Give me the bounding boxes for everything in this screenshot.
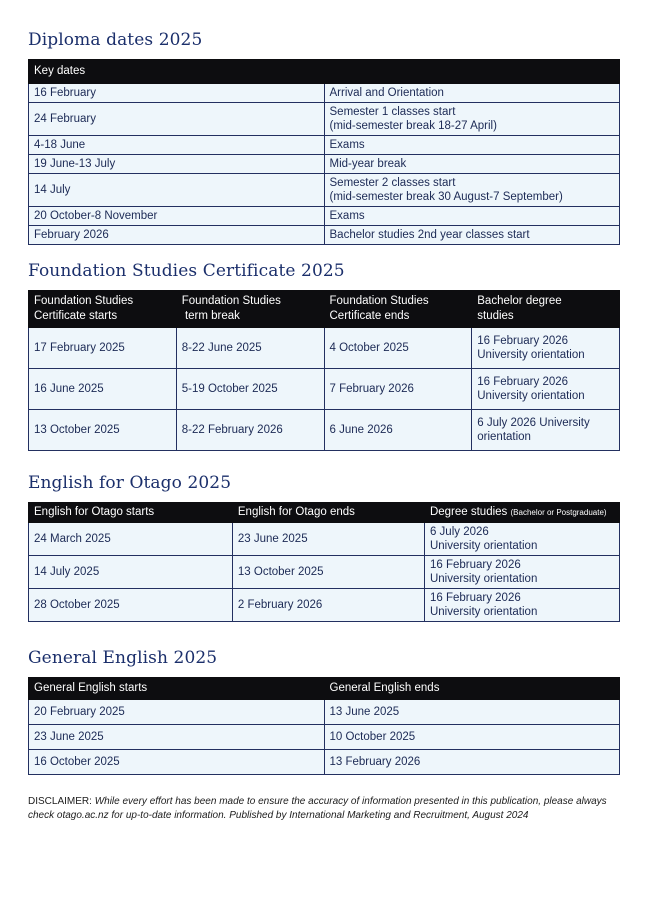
general-ends: 13 June 2025 — [324, 700, 620, 725]
english-ends: 2 February 2026 — [232, 589, 424, 622]
english-ends: 13 October 2025 — [232, 556, 424, 589]
diploma-section — [28, 30, 620, 245]
foundation-ends: 6 June 2026 — [324, 410, 472, 451]
foundation-break: 5-19 October 2025 — [176, 369, 324, 410]
english-starts: 28 October 2025 — [29, 589, 233, 622]
foundation-section — [28, 261, 620, 451]
foundation-header-degree: Bachelor degree studies — [472, 291, 620, 328]
english-header-starts: English for Otago starts — [29, 503, 233, 523]
diploma-date: February 2026 — [29, 226, 325, 245]
foundation-ends: 4 October 2025 — [324, 328, 472, 369]
general-header-starts: General English starts — [29, 678, 325, 700]
foundation-break: 8-22 February 2026 — [176, 410, 324, 451]
foundation-header-ends: Foundation Studies Certificate ends — [324, 291, 472, 328]
english-degree: 16 February 2026 University orientation — [424, 556, 619, 589]
table-row — [29, 84, 620, 103]
foundation-starts: 16 June 2025 — [29, 369, 177, 410]
diploma-date: 14 July — [29, 174, 325, 207]
diploma-event: Mid-year break — [324, 155, 620, 174]
foundation-break: 8-22 June 2025 — [176, 328, 324, 369]
english-degree: 6 July 2026 University orientation — [424, 523, 619, 556]
english-header-ends: English for Otago ends — [232, 503, 424, 523]
diploma-event: Exams — [324, 136, 620, 155]
diploma-event: Semester 1 classes start (mid-semester break 18-27 April) — [324, 103, 620, 136]
foundation-title: Foundation Studies Certificate 2025 — [28, 261, 345, 281]
disclaimer — [28, 795, 628, 823]
table-row — [29, 328, 620, 369]
general-starts: 16 October 2025 — [29, 750, 325, 775]
general-ends: 13 February 2026 — [324, 750, 620, 775]
diploma-date: 19 June-13 July — [29, 155, 325, 174]
english-header-degree: Degree studies (Bachelor or Postgraduate) — [424, 503, 619, 523]
general-starts: 23 June 2025 — [29, 725, 325, 750]
diploma-event: Exams — [324, 207, 620, 226]
general-section — [28, 648, 620, 775]
diploma-title: Diploma dates 2025 — [28, 30, 203, 50]
table-row — [29, 369, 620, 410]
general-table — [28, 677, 620, 775]
table-row — [29, 700, 620, 725]
foundation-header-starts: Foundation Studies Certificate starts — [29, 291, 177, 328]
table-row — [29, 174, 620, 207]
english-starts: 24 March 2025 — [29, 523, 233, 556]
table-row — [29, 556, 620, 589]
table-row — [29, 725, 620, 750]
diploma-date: 16 February — [29, 84, 325, 103]
english-degree: 16 February 2026 University orientation — [424, 589, 619, 622]
foundation-header-break: Foundation Studies term break — [176, 291, 324, 328]
english-ends: 23 June 2025 — [232, 523, 424, 556]
foundation-ends: 7 February 2026 — [324, 369, 472, 410]
diploma-table — [28, 59, 620, 245]
diploma-date: 4-18 June — [29, 136, 325, 155]
foundation-degree: 16 February 2026 University orientation — [472, 369, 620, 410]
table-row — [29, 155, 620, 174]
foundation-starts: 17 February 2025 — [29, 328, 177, 369]
diploma-event: Arrival and Orientation — [324, 84, 620, 103]
table-row — [29, 207, 620, 226]
foundation-degree: 16 February 2026 University orientation — [472, 328, 620, 369]
table-row — [29, 136, 620, 155]
disclaimer-label: DISCLAIMER: — [28, 796, 92, 807]
table-row — [29, 226, 620, 245]
general-starts: 20 February 2025 — [29, 700, 325, 725]
table-row — [29, 410, 620, 451]
table-row — [29, 750, 620, 775]
english-title: English for Otago 2025 — [28, 473, 232, 493]
english-section — [28, 473, 620, 622]
general-header-ends: General English ends — [324, 678, 620, 700]
diploma-event: Bachelor studies 2nd year classes start — [324, 226, 620, 245]
table-row — [29, 523, 620, 556]
table-row — [29, 103, 620, 136]
diploma-event: Semester 2 classes start (mid-semester break 30 August-7 September) — [324, 174, 620, 207]
disclaimer-text: While every effort has been made to ensure the accuracy of information presented in this publication, please always check otago.ac.nz for up-to-date information. Published by International Marketing and Recruitment, August 2024 — [28, 796, 607, 821]
foundation-degree: 6 July 2026 University orientation — [472, 410, 620, 451]
english-starts: 14 July 2025 — [29, 556, 233, 589]
table-row — [29, 589, 620, 622]
general-ends: 10 October 2025 — [324, 725, 620, 750]
general-title: General English 2025 — [28, 648, 218, 668]
diploma-date: 20 October-8 November — [29, 207, 325, 226]
diploma-date: 24 February — [29, 103, 325, 136]
foundation-starts: 13 October 2025 — [29, 410, 177, 451]
english-table — [28, 502, 620, 622]
diploma-header: Key dates — [29, 60, 620, 84]
foundation-table — [28, 290, 620, 451]
